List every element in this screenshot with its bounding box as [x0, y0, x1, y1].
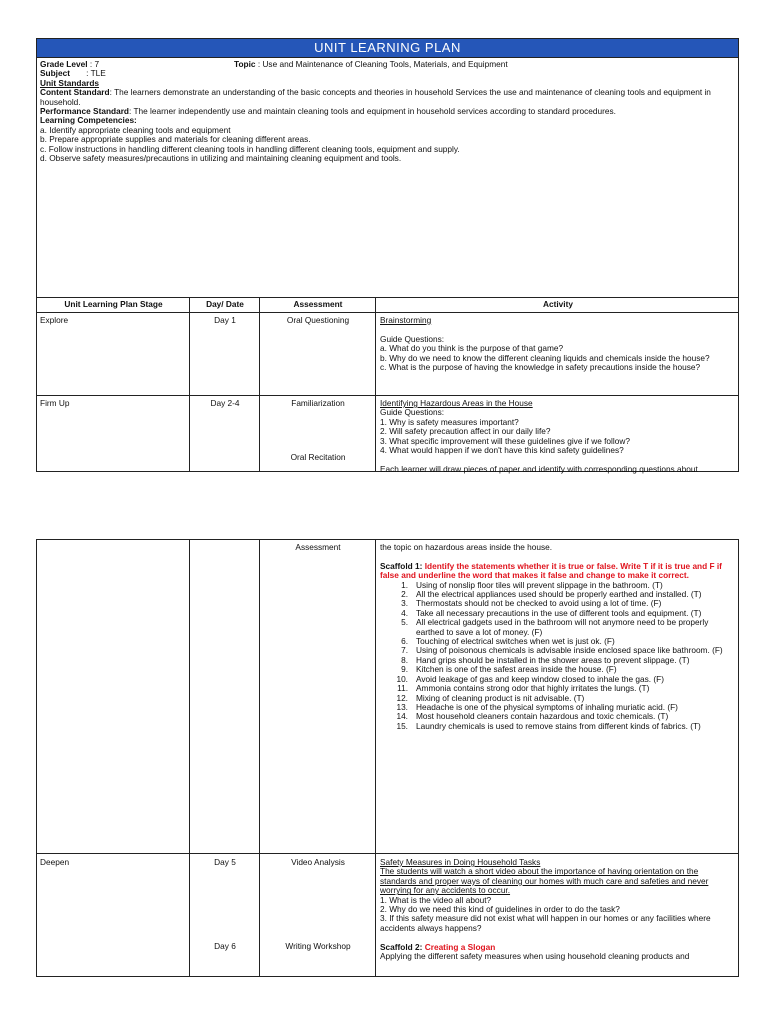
question-item: 2. Why do we need this kind of guidelines in order to do the task? [380, 904, 620, 915]
page-title: UNIT LEARNING PLAN [37, 39, 738, 58]
scaffold-1-instructions: Identify the statements whether it is true or false. Write T if it is true and F if false and underline the word that makes it false and change to make it correct. [380, 560, 722, 581]
activity-closing: Each learner will draw pieces of paper and identify with corresponding questions about [380, 463, 698, 474]
col-header-assessment: Assessment [293, 299, 343, 309]
assessment-explore: Oral Questioning [286, 315, 350, 325]
stage-deepen: Deepen [40, 857, 70, 867]
day-5: Day 5 [214, 857, 236, 867]
competencies-heading: Learning Competencies: [40, 115, 137, 126]
unit-standards-heading: Unit Standards [40, 77, 100, 88]
guide-questions-label: Guide Questions: [380, 333, 445, 344]
question-item: 1. Why is safety measures important? [380, 416, 519, 427]
question-item: b. Why do we need to know the different cleaning liquids and chemicals inside the house? [380, 352, 710, 363]
scaffold-2-label: Scaffold 2: [380, 941, 423, 952]
question-item: a. What do you think is the purpose of that game? [380, 343, 564, 354]
subject-label: Subject [40, 68, 70, 79]
activity-title: Safety Measures in Doing Household Tasks [380, 857, 541, 867]
question-item: 3. What specific improvement will these guidelines give if we follow? [380, 435, 630, 446]
assessment-familiarization: Familiarization [291, 398, 345, 408]
activity-title: Brainstorming [380, 315, 432, 325]
scaffold-1-label: Scaffold 1: [380, 560, 423, 571]
list-item: 10. Avoid leakage of gas and keep window closed to inhale the gas. (F) [396, 673, 664, 684]
list-item: 6. Touching of electrical switches when wet is just ok. (F) [401, 636, 615, 647]
content-standard-text: : The learners demonstrate an understanding of the basic concepts and theories in household Services the use and maintenance of cleaning tools and equipment in household. [40, 87, 711, 107]
grade-label: Grade Level [40, 59, 88, 69]
scaffold-2-title: Creating a Slogan [424, 941, 496, 952]
question-item: 4. What would happen if we don't have this kind safety guidelines? [380, 445, 624, 456]
question-item: 3. If this safety measure did not exist what will happen in our homes or any facilities where accidents always happens? [380, 913, 711, 933]
list-item: 4. Take all necessary precautions in the use of different tools and equipment. (T) [401, 607, 702, 618]
plan-table [37, 298, 738, 474]
day-6: Day 6 [214, 941, 236, 951]
activity-closing: Applying the different safety measures when using household cleaning products and [380, 951, 690, 962]
list-item: 8. Hand grips should be installed in the shower areas to prevent slippage. (T) [401, 654, 690, 665]
activity-intro: The students will watch a short video about the importance of having orientation on the standards and proper ways of cleaning our homes with much care and safeties and never worrying for any accidents to occur. [380, 866, 709, 896]
stage-firm-up: Firm Up [40, 398, 70, 408]
activity-deepen [380, 858, 735, 961]
content-standard-label: Content Standard [40, 87, 110, 98]
list-item: 7. Using of poisonous chemicals is advisable inside enclosed space like bathroom. (F) [401, 645, 723, 656]
competency-item: a. Identify appropriate cleaning tools and equipment [40, 124, 231, 135]
day-firm-up: Day 2-4 [210, 398, 240, 408]
performance-standard-label: Performance Standard [40, 106, 129, 117]
performance-standard-text: : The learner independently use and maintain cleaning tools and equipment in household services according to standard procedures. [129, 106, 616, 117]
list-item: 11. Ammonia contains strong odor that highly irritates the lungs. (T) [397, 683, 650, 694]
question-item: c. What is the purpose of having the knowledge in safety precautions inside the house? [380, 362, 701, 373]
question-item: 2. Will safety precaution affect in our daily life? [380, 426, 551, 437]
assessment-oral-recitation: Oral Recitation [290, 452, 346, 462]
assessment-video-analysis: Video Analysis [291, 857, 345, 867]
activity-title: Identifying Hazardous Areas in the House [380, 398, 533, 408]
activity-scaffold-1 [380, 543, 732, 731]
list-item: 2. All the electrical appliances used should be properly earthed and installed. (T) [401, 589, 702, 600]
stage-explore: Explore [40, 315, 69, 325]
question-item: 1. What is the video all about? [380, 894, 492, 905]
activity-continued: the topic on hazardous areas inside the house. [380, 542, 553, 552]
col-header-day: Day/ Date [206, 299, 244, 309]
competency-item: d. Observe safety measures/precautions in utilizing and maintaining cleaning equipment and tools. [40, 153, 402, 164]
list-item: 15. Laundry chemicals is used to remove stains from different kinds of fabrics. (T) [396, 720, 701, 731]
competency-item: b. Prepare appropriate supplies and materials for cleaning different areas. [40, 134, 311, 145]
assessment-writing-workshop: Writing Workshop [285, 941, 351, 951]
list-item: 12. Mixing of cleaning product is nit advisable. (T) [396, 692, 585, 703]
list-item: 1. Using of nonslip floor tiles will prevent slippage in the bathroom. (T) [401, 579, 663, 590]
plan-header [37, 58, 738, 298]
page-2 [36, 539, 739, 977]
list-item: 9. Kitchen is one of the safest areas inside the house. (F) [401, 664, 617, 675]
activity-explore [380, 316, 736, 372]
guide-questions-label: Guide Questions: [380, 407, 445, 418]
list-item: 13. Headache is one of the physical symptoms of inhaling muriatic acid. (F) [396, 701, 678, 712]
list-item: 5. All electrical gadgets used in the bathroom will not anymore need to be properly earthed to save a lot of money. (F) [401, 617, 709, 637]
col-header-activity: Activity [543, 299, 573, 309]
subject-value: : TLE [86, 68, 106, 79]
day-explore: Day 1 [214, 315, 236, 325]
assessment-label: Assessment [295, 542, 341, 552]
list-item: 3. Thermostats should not be checked to avoid using a lot of time. (F) [401, 598, 662, 609]
topic-value: : Use and Maintenance of Cleaning Tools, Materials, and Equipment [257, 59, 508, 69]
competency-item: c. Follow instructions in handling different cleaning tools in handling different cleaning tools, equipment and supply. [40, 143, 460, 154]
topic [234, 60, 508, 69]
topic-label: Topic [234, 59, 256, 69]
activity-firm-up [380, 399, 736, 474]
col-header-stage: Unit Learning Plan Stage [64, 299, 163, 309]
list-item: 14. Most household cleaners contain hazardous and toxic chemicals. (T) [396, 711, 669, 722]
grade-value: : 7 [89, 59, 100, 69]
page-1 [36, 38, 739, 472]
